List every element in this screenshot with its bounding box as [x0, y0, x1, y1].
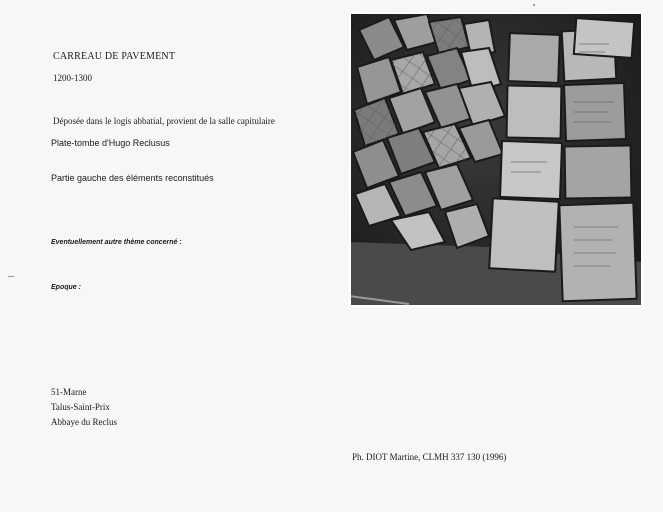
location-site: Abbaye du Reclus — [51, 417, 117, 427]
record-date: 1200-1300 — [53, 73, 92, 83]
tile-photograph — [349, 12, 643, 307]
record-tomb: Plate-tombe d'Hugo Reclusus — [51, 138, 170, 148]
record-title: CARREAU DE PAVEMENT — [53, 51, 176, 62]
location-commune: Talus-Saint-Prix — [51, 402, 110, 412]
photo-credit: Ph. DIOT Martine, CLMH 337 130 (1996) — [352, 452, 507, 462]
record-description: Déposée dans le logis abbatial, provient de la salle capitulaire — [53, 116, 275, 126]
scan-speck — [8, 276, 14, 277]
scan-speck — [533, 4, 535, 6]
epoque-label: Epoque : — [51, 284, 81, 291]
tile-fragments-illustration — [349, 12, 643, 307]
location-department: 51-Marne — [51, 387, 87, 397]
theme-label: Eventuellement autre thème concerné : — [51, 239, 182, 246]
record-part: Partie gauche des éléments reconstitués — [51, 173, 214, 183]
